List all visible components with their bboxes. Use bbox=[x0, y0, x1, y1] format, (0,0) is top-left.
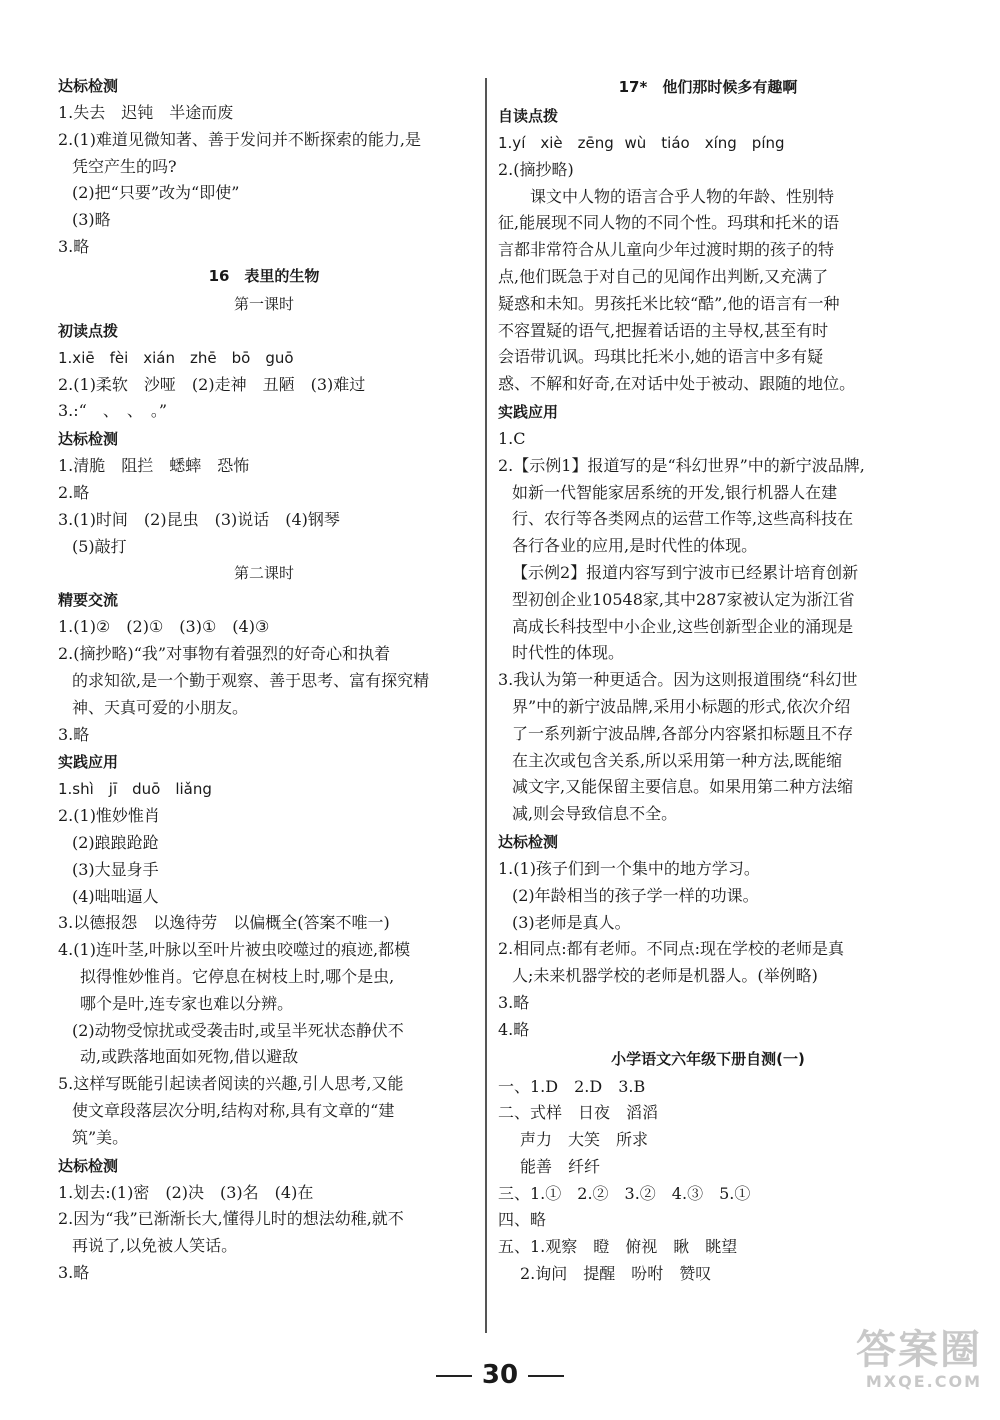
answer-line: (2)年龄相当的孩子学一样的功课。 bbox=[512, 885, 759, 905]
answer-line: 征,能展现不同人物的不同个性。玛琪和托米的语 bbox=[498, 213, 840, 233]
answer-line: 神、天真可爱的小朋友。 bbox=[72, 697, 249, 717]
left-column bbox=[58, 72, 470, 1287]
answer-line: 2.(1)柔软 沙哑 (2)走神 丑陋 (3)难过 bbox=[58, 374, 366, 394]
answer-line: 三、1.① 2.② 3.② 4.③ 5.① bbox=[498, 1183, 751, 1203]
answer-line: 2.(摘抄略) bbox=[498, 159, 574, 179]
answer-line: 1.xiē fèi xián zhē bō guō bbox=[58, 348, 294, 367]
answer-line: (4)咄咄逼人 bbox=[72, 886, 159, 906]
answer-line: 3.略 bbox=[58, 1262, 90, 1282]
answer-line: 二、式样 日夜 滔滔 bbox=[498, 1103, 659, 1123]
answer-line: 3.我认为第一种更适合。因为这则报道围绕“科幻世 bbox=[498, 670, 858, 690]
answer-line: 3.略 bbox=[58, 724, 90, 744]
watermark-text: 答案圈 bbox=[856, 1327, 982, 1373]
answer-line: 4.(1)连叶茎,叶脉以至叶片被虫咬噬过的痕迹,都模 bbox=[58, 940, 411, 960]
answer-line: 疑惑和未知。男孩托米比较“酷”,他的语言有一种 bbox=[498, 293, 840, 313]
answer-line: 再说了,以免被人笑话。 bbox=[72, 1236, 238, 1256]
answer-line: 时代性的体现。 bbox=[512, 643, 625, 663]
answer-line: 2.(1)难道见微知著、善于发问并不断探索的能力,是 bbox=[58, 129, 422, 149]
answer-line: 能善 纤纤 bbox=[520, 1156, 601, 1176]
watermark-url: MXQE.COM bbox=[865, 1372, 982, 1391]
page-number: 30 bbox=[481, 1360, 519, 1390]
lesson-subtitle: 第二课时 bbox=[233, 564, 294, 583]
section-heading: 达标检测 bbox=[58, 77, 119, 95]
section-heading: 达标检测 bbox=[58, 430, 119, 449]
answer-line: 4.略 bbox=[498, 1019, 530, 1039]
answer-line: 3.以德报怨 以逸待劳 以偏概全(答案不唯一) bbox=[58, 913, 390, 933]
section-heading: 达标检测 bbox=[498, 832, 559, 851]
answer-line: 动,或跌落地面如死物,借以避敌 bbox=[80, 1047, 299, 1067]
answer-line: 声力 大笑 所求 bbox=[520, 1130, 649, 1150]
watermark-logo bbox=[832, 1328, 982, 1398]
answer-line: 使文章段落层次分明,结构对称,具有文章的“建 bbox=[72, 1100, 395, 1120]
answer-line: 了一系列新宁波品牌,各部分内容紧扣标题且不存 bbox=[512, 723, 854, 743]
answer-line: 3.略 bbox=[498, 992, 530, 1012]
answer-line: 1.shì jī duō liǎng bbox=[58, 780, 212, 799]
answer-line: 课文中人物的语言合乎人物的年龄、性别特 bbox=[530, 186, 835, 206]
answer-line: 2.【示例1】报道写的是“科幻世界”中的新宁波品牌, bbox=[498, 455, 865, 475]
answer-line: 如新一代智能家居系统的开发,银行机器人在建 bbox=[512, 482, 838, 502]
answer-line: 行、农行等各类网点的运营工作等,这些高科技在 bbox=[512, 509, 854, 529]
answer-line: 点,他们既急于对自己的见闻作出判断,又充满了 bbox=[498, 266, 829, 286]
section-heading: 达标检测 bbox=[58, 1156, 119, 1175]
answer-line: 五、1.观察 瞪 俯视 瞅 眺望 bbox=[498, 1237, 738, 1257]
answer-line: 型初创企业10548家,其中287家被认定为浙江省 bbox=[512, 589, 855, 609]
answer-line: 2.(1)惟妙惟肖 bbox=[58, 806, 160, 826]
answer-line: 2.询问 提醒 吩咐 赞叹 bbox=[520, 1264, 712, 1284]
lesson-title: 17* 他们那时候多有趣啊 bbox=[618, 78, 798, 96]
answer-line: (3)大显身手 bbox=[72, 859, 159, 879]
column-divider bbox=[485, 78, 487, 1333]
answer-line: 一、1.D 2.D 3.B bbox=[498, 1076, 646, 1096]
answer-line: 的求知欲,是一个勤于观察、善于思考、富有探究精 bbox=[72, 670, 430, 690]
answer-line: 2.因为“我”已渐渐长大,懂得儿时的想法幼稚,就不 bbox=[58, 1209, 404, 1229]
answer-line: (2)踉踉跄跄 bbox=[72, 832, 159, 852]
answer-line: 在主次或包含关系,所以采用第一种方法,既能缩 bbox=[512, 750, 843, 770]
answer-line: 筑”美。 bbox=[72, 1127, 129, 1147]
answer-line: 2.(摘抄略)“我”对事物有着强烈的好奇心和执着 bbox=[58, 644, 391, 664]
answer-line: 会语带讥讽。玛琪比托米小,她的语言中多有疑 bbox=[498, 347, 824, 367]
answer-line: 哪个是叶,连专家也难以分辨。 bbox=[80, 993, 294, 1013]
answer-line: 2.相同点:都有老师。不同点:现在学校的老师是真 bbox=[498, 939, 845, 959]
answer-line: 人;未来机器学校的老师是机器人。(举例略) bbox=[512, 966, 818, 986]
answer-line: 言都非常符合从儿童向少年过渡时期的孩子的特 bbox=[498, 240, 835, 260]
answer-line: 1.(1)② (2)① (3)① (4)③ bbox=[58, 617, 270, 637]
answer-line: 3.略 bbox=[58, 236, 90, 256]
answer-line: (2)动物受惊扰或受袭击时,或呈半死状态静伏不 bbox=[72, 1020, 404, 1040]
answer-line: (5)敲打 bbox=[72, 536, 127, 556]
answer-line: 1.失去 迟钝 半途而废 bbox=[58, 103, 234, 122]
section-heading: 精要交流 bbox=[58, 591, 119, 610]
answer-line: 四、略 bbox=[498, 1210, 547, 1230]
lesson-title: 小学语文六年级下册自测(一) bbox=[611, 1049, 805, 1068]
answer-line: 各行各业的应用,是时代性的体现。 bbox=[512, 536, 758, 556]
right-column bbox=[498, 72, 918, 1288]
answer-line: 不容置疑的语气,把握着话语的主导权,甚至有时 bbox=[498, 320, 829, 340]
section-heading: 实践应用 bbox=[58, 753, 119, 772]
answer-line: (2)把“只要”改为“即使” bbox=[72, 183, 240, 203]
answer-line: 1.(1)孩子们到一个集中的地方学习。 bbox=[498, 858, 760, 878]
answer-line: 1.C bbox=[498, 428, 526, 448]
answer-line: (3)老师是真人。 bbox=[512, 912, 631, 932]
answer-line: 1.清脆 阻拦 蟋蟀 恐怖 bbox=[58, 456, 250, 476]
answer-line: 界”中的新宁波品牌,采用小标题的形式,依次介绍 bbox=[512, 696, 851, 716]
answer-line: 惑、不解和好奇,在对话中处于被动、跟随的地位。 bbox=[498, 374, 856, 394]
answer-line: (3)略 bbox=[72, 210, 111, 230]
answer-line: 减文字,又能保留主要信息。如果用第二种方法缩 bbox=[512, 777, 854, 797]
section-heading: 实践应用 bbox=[498, 402, 559, 421]
answer-line: 拟得惟妙惟肖。它停息在树枝上时,哪个是虫, bbox=[80, 966, 395, 986]
lesson-title: 16 表里的生物 bbox=[208, 266, 320, 285]
answer-line: 5.这样写既能引起读者阅读的兴趣,引人思考,又能 bbox=[58, 1074, 404, 1094]
answer-line: 3.:“ 、 、 。” bbox=[58, 401, 168, 421]
answer-line: 1.划去:(1)密 (2)决 (3)名 (4)在 bbox=[58, 1182, 314, 1202]
answer-line: 凭空产生的吗? bbox=[72, 156, 177, 176]
footer-dash-left bbox=[436, 1375, 472, 1377]
section-heading: 初读点拨 bbox=[58, 321, 119, 340]
lesson-subtitle: 第一课时 bbox=[233, 294, 294, 313]
answer-line: 2.略 bbox=[58, 482, 90, 502]
answer-line: 【示例2】报道内容写到宁波市已经累计培育创新 bbox=[512, 562, 859, 582]
answer-line: 减,则会导致信息不全。 bbox=[512, 804, 678, 824]
section-heading: 自读点拨 bbox=[498, 107, 559, 125]
answer-line: 高成长科技型中小企业,这些创新型企业的涌现是 bbox=[512, 616, 854, 636]
footer-dash-right bbox=[528, 1375, 564, 1377]
answer-line: 3.(1)时间 (2)昆虫 (3)说话 (4)钢琴 bbox=[58, 509, 340, 529]
answer-line: 1.yí xiè zēng wù tiáo xíng píng bbox=[498, 134, 785, 152]
